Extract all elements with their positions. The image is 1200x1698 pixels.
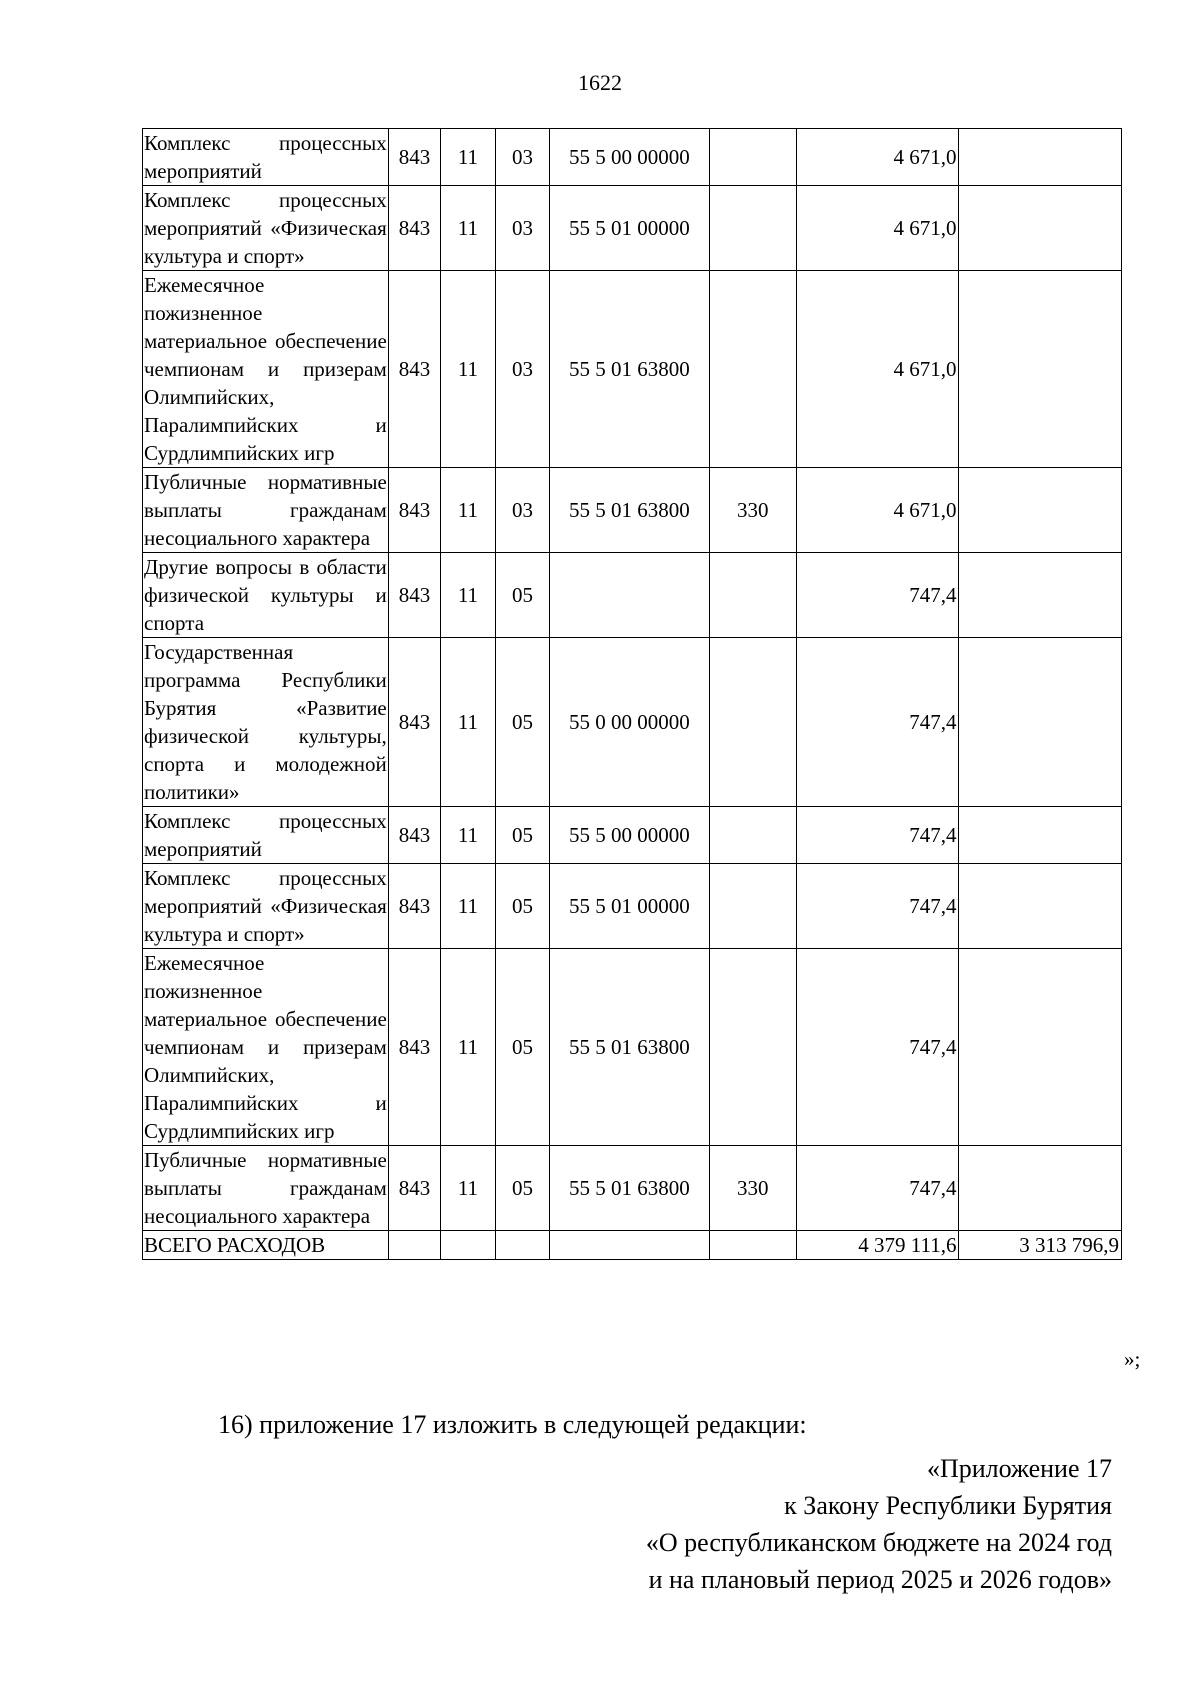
table-row <box>143 468 1122 553</box>
table-row <box>143 864 1122 949</box>
row-cs: 55 5 01 00000 <box>550 186 709 271</box>
row-rz: 11 <box>441 186 496 271</box>
row-sum1: 4 671,0 <box>797 129 959 186</box>
row-sum1: 747,4 <box>797 553 959 638</box>
row-name: Комплекс процессных мероприятий «Физическая культура и спорт» <box>143 186 389 271</box>
row-gr: 843 <box>388 468 440 553</box>
amendment-text: 16) приложение 17 изложить в следующей редакции: <box>218 1410 807 1439</box>
total-rz <box>441 1231 496 1260</box>
row-pr: 03 <box>495 468 550 553</box>
appendix-header <box>646 1450 1112 1598</box>
row-vr <box>709 864 796 949</box>
row-vr <box>709 129 796 186</box>
row-cs: 55 5 01 00000 <box>550 864 709 949</box>
row-sum1: 747,4 <box>797 638 959 807</box>
row-name: Ежемесячное пожизненное материальное обеспечение чемпионам и призерам Олимпийских, Паралимпийских и Сурдлимпийских игр <box>143 271 389 468</box>
row-sum1: 747,4 <box>797 807 959 864</box>
row-name: Публичные нормативные выплаты гражданам несоциального характера <box>143 468 389 553</box>
row-pr: 05 <box>495 1146 550 1231</box>
row-vr <box>709 807 796 864</box>
row-sum2 <box>959 864 1122 949</box>
row-name: Комплекс процессных мероприятий <box>143 807 389 864</box>
row-sum1: 4 671,0 <box>797 271 959 468</box>
page-number: 1622 <box>578 70 622 95</box>
row-pr: 03 <box>495 186 550 271</box>
row-sum2 <box>959 638 1122 807</box>
appendix-header-line: «Приложение 17 <box>926 1454 1112 1483</box>
row-pr: 05 <box>495 807 550 864</box>
table-row <box>143 186 1122 271</box>
total-sum1: 4 379 111,6 <box>797 1231 959 1260</box>
table-row <box>143 553 1122 638</box>
table-row <box>143 1146 1122 1231</box>
row-vr <box>709 638 796 807</box>
row-gr: 843 <box>388 553 440 638</box>
row-sum2 <box>959 271 1122 468</box>
row-rz: 11 <box>441 1146 496 1231</box>
row-name: Комплекс процессных мероприятий <box>143 129 389 186</box>
row-sum2 <box>959 129 1122 186</box>
row-name: Публичные нормативные выплаты гражданам несоциального характера <box>143 1146 389 1231</box>
row-cs: 55 5 00 00000 <box>550 807 709 864</box>
row-gr: 843 <box>388 638 440 807</box>
row-name: Ежемесячное пожизненное материальное обеспечение чемпионам и призерам Олимпийских, Паралимпийских и Сурдлимпийских игр <box>143 949 389 1146</box>
row-gr: 843 <box>388 129 440 186</box>
row-name: Государственная программа Республики Бурятия «Развитие физической культуры, спорта и молодежной политики» <box>143 638 389 807</box>
row-vr: 330 <box>709 468 796 553</box>
row-rz: 11 <box>441 807 496 864</box>
row-pr: 05 <box>495 553 550 638</box>
row-sum2 <box>959 553 1122 638</box>
row-gr: 843 <box>388 864 440 949</box>
row-sum1: 747,4 <box>797 1146 959 1231</box>
row-pr: 05 <box>495 949 550 1146</box>
row-rz: 11 <box>441 553 496 638</box>
row-rz: 11 <box>441 638 496 807</box>
row-sum2 <box>959 186 1122 271</box>
row-cs: 55 5 01 63800 <box>550 271 709 468</box>
row-sum1: 747,4 <box>797 949 959 1146</box>
row-pr: 05 <box>495 864 550 949</box>
row-name: Другие вопросы в области физической культуры и спорта <box>143 553 389 638</box>
row-sum2 <box>959 807 1122 864</box>
row-rz: 11 <box>441 468 496 553</box>
row-pr: 03 <box>495 129 550 186</box>
row-gr: 843 <box>388 186 440 271</box>
row-rz: 11 <box>441 949 496 1146</box>
row-rz: 11 <box>441 271 496 468</box>
table-row <box>143 807 1122 864</box>
budget-table <box>142 128 1122 1260</box>
appendix-header-line: «О республиканском бюджете на 2024 год <box>645 1528 1112 1557</box>
closing-quote-mark: »; <box>1124 1347 1141 1371</box>
row-rz: 11 <box>441 129 496 186</box>
row-vr <box>709 186 796 271</box>
row-pr: 03 <box>495 271 550 468</box>
row-gr: 843 <box>388 1146 440 1231</box>
total-gr <box>388 1231 440 1260</box>
row-sum2 <box>959 468 1122 553</box>
row-vr <box>709 949 796 1146</box>
row-cs: 55 5 01 63800 <box>550 1146 709 1231</box>
total-vr <box>709 1231 796 1260</box>
total-cs <box>550 1231 709 1260</box>
row-cs: 55 5 01 63800 <box>550 949 709 1146</box>
total-pr <box>495 1231 550 1260</box>
row-gr: 843 <box>388 807 440 864</box>
row-name: Комплекс процессных мероприятий «Физическая культура и спорт» <box>143 864 389 949</box>
row-cs <box>550 553 709 638</box>
row-gr: 843 <box>388 949 440 1146</box>
row-rz: 11 <box>441 864 496 949</box>
row-vr <box>709 271 796 468</box>
row-vr <box>709 553 796 638</box>
row-sum1: 4 671,0 <box>797 186 959 271</box>
row-sum2 <box>959 1146 1122 1231</box>
table-row <box>143 638 1122 807</box>
total-label: ВСЕГО РАСХОДОВ <box>143 1231 389 1260</box>
row-cs: 55 5 01 63800 <box>550 468 709 553</box>
table-row <box>143 949 1122 1146</box>
table-row <box>143 129 1122 186</box>
row-sum1: 4 671,0 <box>797 468 959 553</box>
row-cs: 55 0 00 00000 <box>550 638 709 807</box>
total-sum2: 3 313 796,9 <box>959 1231 1122 1260</box>
row-sum1: 747,4 <box>797 864 959 949</box>
appendix-header-line: к Закону Республики Бурятия <box>784 1491 1112 1520</box>
appendix-header-line: и на плановый период 2025 и 2026 годов» <box>648 1565 1112 1594</box>
row-cs: 55 5 00 00000 <box>550 129 709 186</box>
row-vr: 330 <box>709 1146 796 1231</box>
total-row <box>143 1231 1122 1260</box>
row-sum2 <box>959 949 1122 1146</box>
row-gr: 843 <box>388 271 440 468</box>
table-row <box>143 271 1122 468</box>
row-pr: 05 <box>495 638 550 807</box>
